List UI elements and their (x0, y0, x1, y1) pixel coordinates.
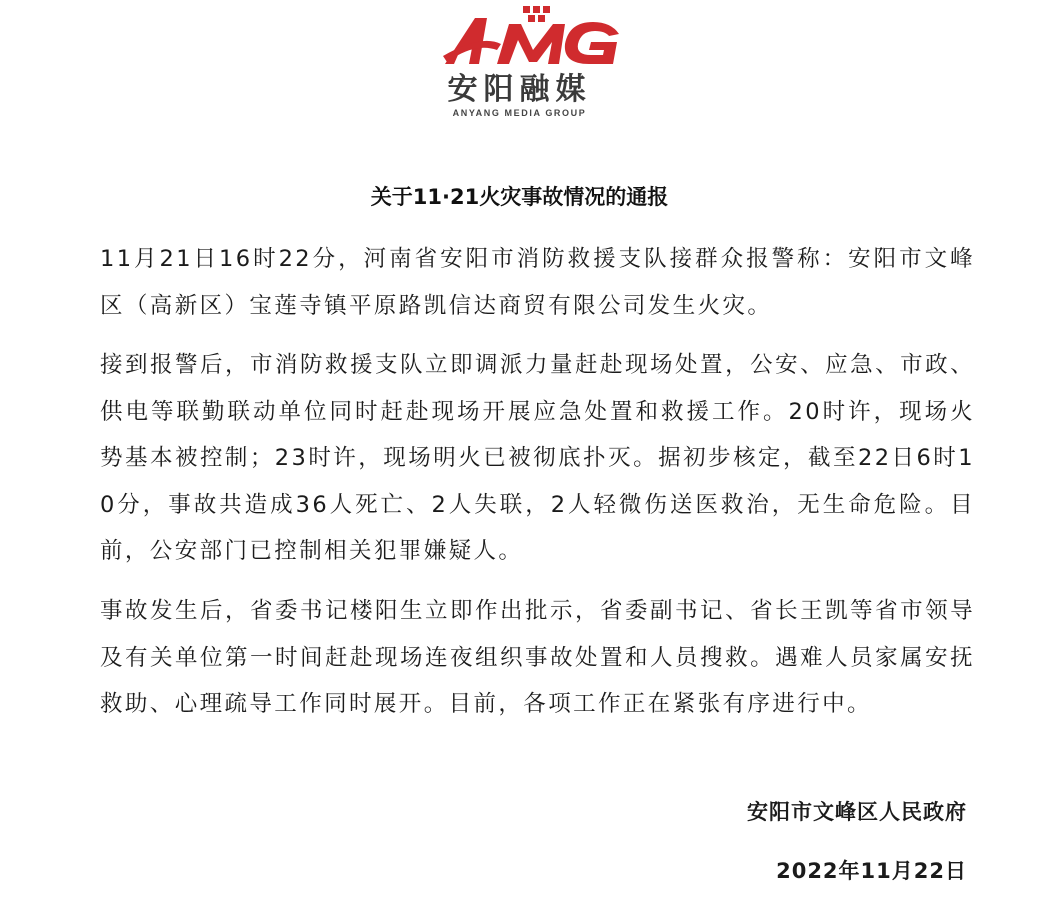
amg-logo-mark (441, 4, 631, 72)
notice-title: 关于11·21火灾事故情况的通报 (370, 185, 669, 209)
date: 2022年11月22日 (776, 859, 967, 883)
logo-english-name: ANYANG MEDIA GROUP (452, 108, 587, 118)
logo-chinese-name: 安阳融媒 (447, 72, 592, 107)
signature: 安阳市文峰区人民政府 (747, 800, 967, 824)
paragraph-rescue: 接到报警后，市消防救援支队立即调派力量赶赴现场处置，公安、应急、市政、供电等联勤联动单位同时赶赴现场开展应急处置和救援工作。20时许，现场火势基本被控制；23时许，现场明火已被彻底扑灭。据初步核定，截至22日6时10分，事故共造成36人死亡、2人失联，2人轻微伤送医救治，无生命危险。目前，公安部门已控制相关犯罪嫌疑人。 (100, 352, 975, 564)
paragraph-report: 11月21日16时22分，河南省安阳市消防救援支队接群众报警称：安阳市文峰区（高新区）宝莲寺镇平原路凯信达商贸有限公司发生火灾。 (100, 246, 975, 319)
logo (0, 0, 1039, 140)
paragraph-aftermath: 事故发生后，省委书记楼阳生立即作出批示，省委副书记、省长王凯等省市领导及有关单位第一时间赶赴现场连夜组织事故处置和人员搜救。遇难人员家属安抚救助、心理疏导工作同时展开。目前，各项工作正在紧张有序进行中。 (100, 598, 975, 717)
